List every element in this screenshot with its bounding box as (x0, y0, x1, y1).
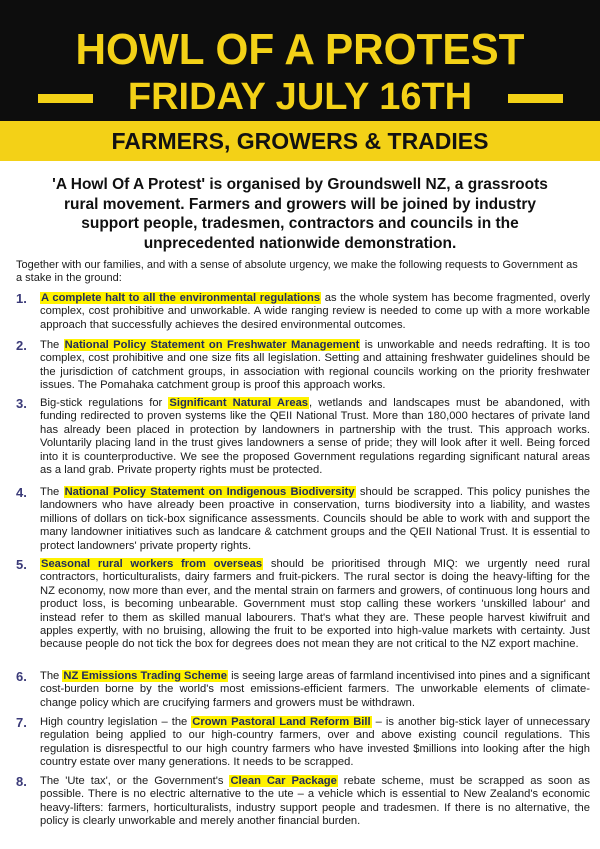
highlighted-term: National Policy Statement on Freshwater Management (64, 339, 360, 351)
lead-paragraph: Together with our families, and with a sense of absolute urgency, we make the following requests to Government as a stake in the ground: (16, 259, 578, 285)
item-text: The National Policy Statement on Freshwater Management is unworkable and needs redrafting. It is too complex, cost prohibitive and one size fits all legislation. Setting and attaining freshwater guidelines should be the jurisdiction of catchment groups, in association with regional councils working on the priority freshwater issues. The Pomahaka catchment group is proof this approach works. (40, 339, 590, 392)
request-item-5 (16, 558, 590, 652)
request-item-2 (16, 339, 590, 393)
audience-heading: FARMERS, GROWERS & TRADIES (111, 128, 489, 154)
highlighted-term: National Policy Statement on Indigenous Biodiversity (64, 486, 355, 498)
highlighted-term: Clean Car Package (230, 775, 337, 787)
intro-paragraph: 'A Howl Of A Protest' is organised by Groundswell NZ, a grassroots rural movement. Farmers and growers will be joined by industry support people, tradesmen, contractors and councils in the unprecedented nationwide demonstration. (52, 176, 548, 252)
item-number: 1. (16, 291, 27, 306)
item-number: 6. (16, 669, 27, 684)
highlighted-term: Seasonal rural workers from overseas (41, 558, 263, 570)
highlighted-term: NZ Emissions Trading Scheme (63, 670, 227, 682)
request-item-8 (16, 775, 590, 829)
decorative-bar-right (508, 94, 563, 103)
item-text: Seasonal rural workers from overseas should be prioritised through MIQ: we urgently need rural contractors, horticulturalists, dairy farmers and fruit-pickers. The rural sector is doing the heavy-lifting for the NZ economy, now more than ever, and the mental strain on farmers and growers, of continuous long hours and product loss, is becoming unbearable. Government must stop calling these workers 'unskilled labour' and instead refer to them as skilled manual labourers. That's what they are. These people harvest kiwifruit and apples expertly, with no bruising, allowing the fruit to be exported into high-value markets with certainty. Just because people do not tick the box for degrees does not mean they are not critical to the NZ export machine. (40, 558, 590, 651)
highlighted-term: Crown Pastoral Land Reform Bill (192, 716, 371, 728)
item-number: 2. (16, 338, 27, 353)
event-date: FRIDAY JULY 16TH (127, 76, 473, 118)
highlighted-term: A complete halt to all the environmental regulations (41, 292, 321, 304)
request-item-1 (16, 292, 590, 332)
item-number: 4. (16, 485, 27, 500)
item-number: 7. (16, 715, 27, 730)
flyer-title: HOWL OF A PROTEST (75, 25, 525, 74)
item-text: The National Policy Statement on Indigenous Biodiversity should be scrapped. This policy punishes the landowners who have already been proactive in conservation, turns biodiversity into a liability, and wastes millions of dollars on tick-box significance assessments. Councils should be able to work with and support the many landowner initiatives such as landcare & catchment groups and the QEII National Trust. It is essential to protect landowners' private property rights. (40, 486, 591, 552)
item-text: The NZ Emissions Trading Scheme is seeing large areas of farmland incentivised into pines and a significant cost-burden borne by the world's most emissions-efficient farmers. The unworkable elements of climate-change policy which are crucifying farmers and growers must be withdrawn. (40, 670, 590, 709)
item-text: The 'Ute tax', or the Government's Clean Car Package rebate scheme, must be scrapped as soon as possible. There is no electric alternative to the ute – a vehicle which is essential to New Zealand's economic heavy-lifters: farmers, horticulturalists, industry support people and tradesmen. If there is no alternative, the policy is clearly unworkable and merely another financial burden. (40, 775, 590, 828)
item-number: 8. (16, 774, 27, 789)
item-text: A complete halt to all the environmental regulations as the whole system has become fragmented, overly complex, cost prohibitive and unworkable. A wide ranging review is needed to come up with a more workable approach that successfully achieves the desired environmental outcomes. (40, 292, 591, 331)
request-item-4 (16, 486, 590, 553)
date-row (0, 76, 600, 118)
item-text: Big-stick regulations for Significant Natural Areas, wetlands and landscapes must be abandoned, with funding redirected to proven systems like the QEII National Trust. More than 180,000 hectares of private land has already been placed in protection by landowners in partnership with the trust. This approach works. Voluntarily placing land in the trust gives landowners a sense of pride; they will look after it well. Being forced into it is counterproductive. We see the proposed Government regulations regarding significant natural areas as a land grab. Private property rights must be protected. (40, 397, 590, 477)
request-item-7 (16, 716, 590, 770)
item-text: High country legislation – the Crown Pastoral Land Reform Bill – is another big-stick layer of unnecessary regulation being applied to our high-country farmers, over and above existing council regulations. This regulation is disrespectful to our high country farmers who have invested $millions into looking after the high country estate over many generations. It needs to be scrapped. (40, 716, 590, 769)
item-number: 5. (16, 557, 27, 572)
request-item-6 (16, 670, 590, 710)
item-number: 3. (16, 396, 27, 411)
highlighted-term: Significant Natural Areas (169, 397, 309, 409)
request-item-3 (16, 397, 590, 477)
